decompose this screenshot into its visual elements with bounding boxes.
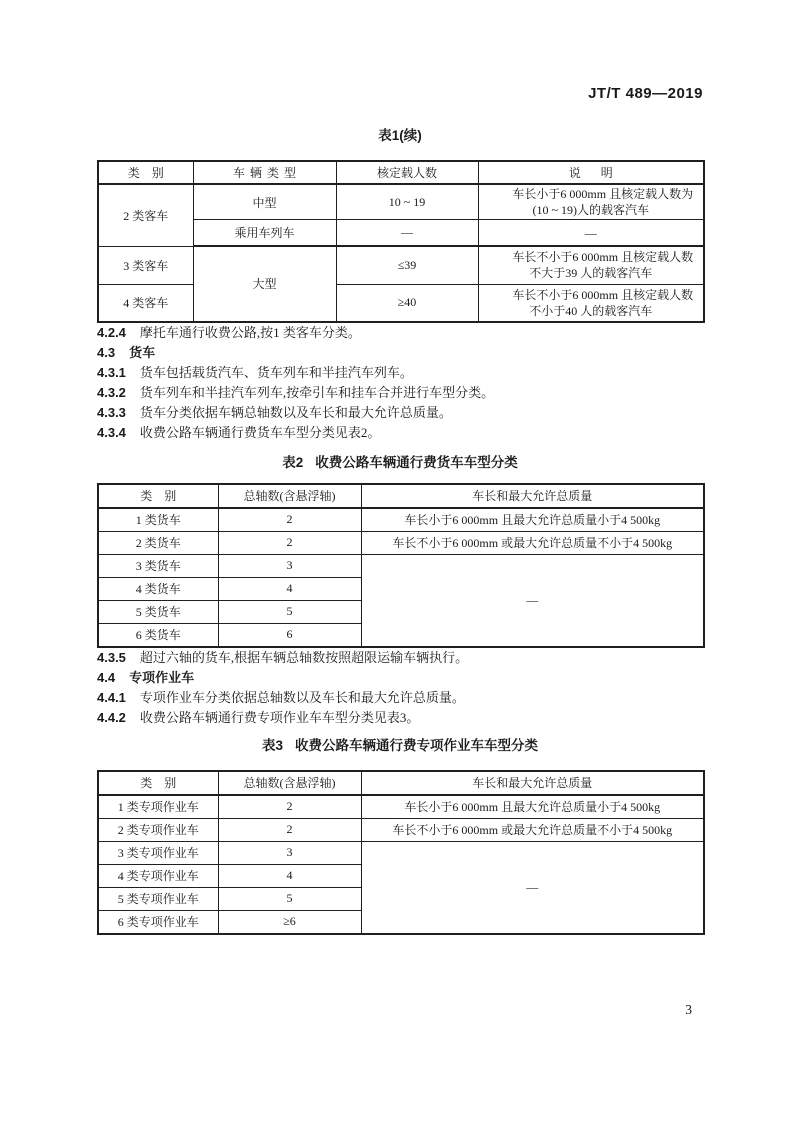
clause-text: 超过六轴的货车,根据车辆总轴数按照超限运输车辆执行。	[139, 649, 469, 665]
table3-title	[97, 738, 703, 754]
clause-number: 4.4.1	[97, 689, 126, 705]
table3-title-text: 收费公路车辆通行费专项作业车车型分类	[295, 737, 538, 753]
cell-category: 4 类客车	[98, 284, 193, 322]
table1-title: 表1(续)	[378, 128, 422, 143]
page-number: 3	[685, 1002, 692, 1017]
table1-vehicle-classification-continued	[97, 160, 705, 323]
cell-vehicle-type: 乘用车列车	[193, 220, 336, 247]
clause-4-3-5	[97, 648, 703, 668]
clause-number: 4.2.4	[97, 324, 126, 340]
clause-number: 4.3.5	[97, 649, 126, 665]
clause-number: 4.3.2	[97, 384, 126, 400]
clause-text: 摩托车通行收费公路,按1 类客车分类。	[139, 324, 361, 340]
clause-4-3-4	[97, 423, 703, 443]
cell-axles: 6	[218, 623, 361, 647]
cell-axles: 3	[218, 554, 361, 577]
cell-axles: 2	[218, 818, 361, 841]
clause-4-4-2	[97, 708, 703, 728]
table1-header-row	[98, 161, 704, 184]
table2-title-label: 表2	[282, 454, 304, 470]
table2-truck-classification	[97, 483, 705, 648]
clause-number: 4.3.3	[97, 404, 126, 420]
table2-header-limits: 车长和最大允许总质量	[361, 484, 704, 508]
cell-category: 1 类货车	[98, 508, 218, 532]
cell-capacity: ≥40	[336, 284, 478, 322]
cell-category: 4 类专项作业车	[98, 864, 218, 887]
table3-header-row	[98, 771, 704, 795]
cell-axles: 5	[218, 600, 361, 623]
table2-title	[97, 455, 703, 471]
cell-limits-merged: —	[361, 841, 704, 934]
table-row	[98, 818, 704, 841]
clause-4-3-2	[97, 383, 703, 403]
standard-number: JT/T 489—2019	[588, 85, 703, 102]
cell-category: 3 类货车	[98, 554, 218, 577]
cell-category: 6 类货车	[98, 623, 218, 647]
cell-vehicle-type: 大型	[193, 246, 336, 322]
cell-category: 3 类专项作业车	[98, 841, 218, 864]
table1-header-category: 类别	[98, 161, 193, 184]
clause-4-3-3	[97, 403, 703, 423]
cell-category: 3 类客车	[98, 246, 193, 284]
heading-number: 4.3	[97, 344, 116, 360]
table-row	[98, 508, 704, 532]
table2-header-category: 类别	[98, 484, 218, 508]
clause-text: 收费公路车辆通行费专项作业车车型分类见表3。	[139, 709, 420, 725]
heading-4-3	[97, 343, 703, 363]
clause-text: 货车列车和半挂汽车列车,按牵引车和挂车合并进行车型分类。	[139, 384, 495, 400]
cell-category: 2 类专项作业车	[98, 818, 218, 841]
table2-title-text: 收费公路车辆通行费货车车型分类	[315, 454, 518, 470]
clause-text: 专项作业车分类依据总轴数以及车长和最大允许总质量。	[139, 689, 465, 705]
clause-number: 4.4.2	[97, 709, 126, 725]
clause-4-3-1	[97, 363, 703, 383]
cell-limits: 车长不小于6 000mm 或最大允许总质量不小于4 500kg	[361, 531, 704, 554]
cell-category: 4 类货车	[98, 577, 218, 600]
table-row	[98, 184, 704, 220]
table3-header-category: 类别	[98, 771, 218, 795]
table3-header-limits: 车长和最大允许总质量	[361, 771, 704, 795]
table-row	[98, 284, 704, 322]
cell-description: 车长不小于6 000mm 且核定载人数不大于39 人的载客汽车	[478, 246, 704, 284]
cell-description: 车长小于6 000mm 且核定载人数为(10 ~ 19)人的载客汽车	[478, 184, 704, 220]
table2-header-row	[98, 484, 704, 508]
table1-header-capacity: 核定载人数	[336, 161, 478, 184]
clause-number: 4.3.1	[97, 364, 126, 380]
clause-text: 货车分类依据车辆总轴数以及车长和最大允许总质量。	[139, 404, 452, 420]
clause-4-4-1	[97, 688, 703, 708]
table-row	[98, 246, 704, 284]
cell-category: 5 类专项作业车	[98, 887, 218, 910]
cell-vehicle-type: 中型	[193, 184, 336, 220]
heading-4-4	[97, 668, 703, 688]
table-row	[98, 841, 704, 864]
table-row	[98, 531, 704, 554]
clause-number: 4.3.4	[97, 424, 126, 440]
cell-limits: 车长小于6 000mm 且最大允许总质量小于4 500kg	[361, 508, 704, 532]
table1-header-vehicle-type: 车辆类型	[193, 161, 336, 184]
cell-category: 1 类专项作业车	[98, 795, 218, 819]
cell-limits: 车长不小于6 000mm 或最大允许总质量不小于4 500kg	[361, 818, 704, 841]
cell-axles: 4	[218, 577, 361, 600]
cell-category: 2 类客车	[98, 184, 193, 246]
clause-4-2-4	[97, 323, 703, 343]
cell-category: 6 类专项作业车	[98, 910, 218, 934]
cell-axles: 3	[218, 841, 361, 864]
cell-capacity: —	[336, 220, 478, 247]
cell-axles: 4	[218, 864, 361, 887]
heading-number: 4.4	[97, 669, 116, 685]
cell-category: 5 类货车	[98, 600, 218, 623]
cell-capacity: 10 ~ 19	[336, 184, 478, 220]
cell-axles: ≥6	[218, 910, 361, 934]
clause-text: 收费公路车辆通行费货车车型分类见表2。	[139, 424, 381, 440]
cell-axles: 2	[218, 795, 361, 819]
table3-title-label: 表3	[261, 737, 283, 753]
clause-text: 货车包括载货汽车、货车列车和半挂汽车列车。	[139, 364, 413, 380]
cell-description: —	[478, 220, 704, 247]
heading-text: 专项作业车	[129, 669, 195, 685]
table2-header-axles: 总轴数(含悬浮轴)	[218, 484, 361, 508]
cell-category: 2 类货车	[98, 531, 218, 554]
cell-limits-merged: —	[361, 554, 704, 647]
heading-text: 货车	[129, 344, 156, 360]
table1-header-description: 说明	[478, 161, 704, 184]
table-row	[98, 795, 704, 819]
cell-axles: 2	[218, 531, 361, 554]
table3-header-axles: 总轴数(含悬浮轴)	[218, 771, 361, 795]
cell-description: 车长不小于6 000mm 且核定载人数不小于40 人的载客汽车	[478, 284, 704, 322]
table3-special-vehicle-classification	[97, 770, 705, 935]
cell-axles: 2	[218, 508, 361, 532]
cell-capacity: ≤39	[336, 246, 478, 284]
cell-axles: 5	[218, 887, 361, 910]
cell-limits: 车长小于6 000mm 且最大允许总质量小于4 500kg	[361, 795, 704, 819]
table-row	[98, 554, 704, 577]
